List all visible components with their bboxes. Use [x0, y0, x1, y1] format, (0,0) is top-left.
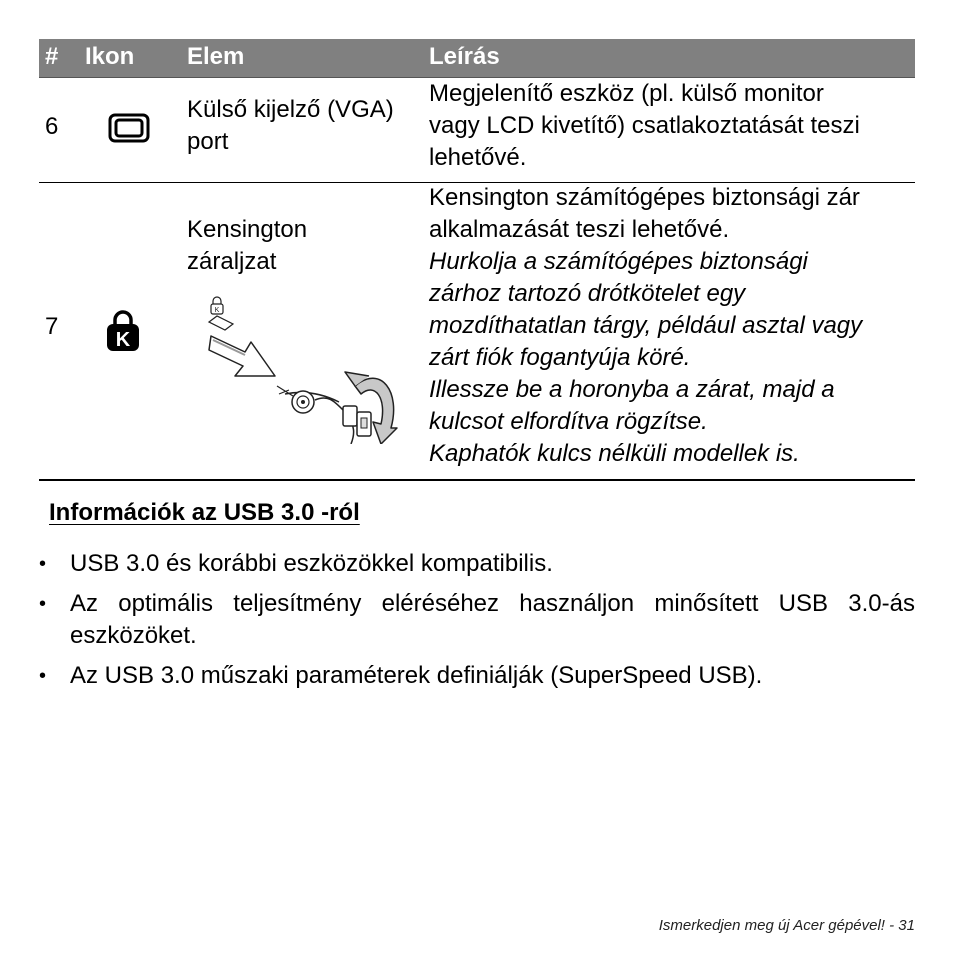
row-item: Külső kijelző (VGA) port [187, 96, 394, 155]
row-description: Kensington számítógépes biztonsági zár alkalmazását teszi lehetővé. Hurkolja a számítógépes biztonsági zárhoz tartozó drótkötelet egy mozdíthatatlan tárgy, például asztal vagy zárt fiók fogantyúja köré. Illessze be a horonyba a zárat, majd a kulcsot elfordítva rögzítse. Kaphatók kulcs nélküli modellek is. [429, 184, 863, 467]
usb-bullet-list [39, 548, 915, 700]
row-number: 7 [45, 313, 59, 340]
header-icon: Ikon [85, 43, 135, 70]
list-item: • USB 3.0 és korábbi eszközökkel kompatibilis. [39, 548, 915, 580]
list-item: • Az optimális teljesítmény eléréséhez használjon minősített USB 3.0-ás eszközöket. [39, 588, 915, 652]
table-header [39, 39, 915, 78]
kensington-lock-icon [105, 309, 141, 353]
vga-port-icon [107, 112, 151, 144]
list-item: • Az USB 3.0 műszaki paraméterek definiálják (SuperSpeed USB). [39, 660, 915, 692]
row-item: Kensington záraljzat [187, 216, 308, 275]
row-description: Megjelenítő eszköz (pl. külső monitor vagy LCD kivetítő) csatlakoztatását teszi lehetővé. [429, 80, 860, 171]
header-number: # [45, 43, 59, 70]
svg-text:K: K [214, 307, 220, 314]
header-item: Elem [187, 43, 245, 70]
header-description: Leírás [429, 43, 500, 70]
page-footer: Ismerkedjen meg új Acer gépével! - 31 [658, 917, 915, 934]
section-title: Információk az USB 3.0 -ról [49, 499, 360, 526]
svg-text:K: K [115, 329, 131, 351]
kensington-lock-illustration [205, 294, 400, 444]
table-bottom-rule [39, 479, 915, 481]
row-number: 6 [45, 113, 59, 140]
